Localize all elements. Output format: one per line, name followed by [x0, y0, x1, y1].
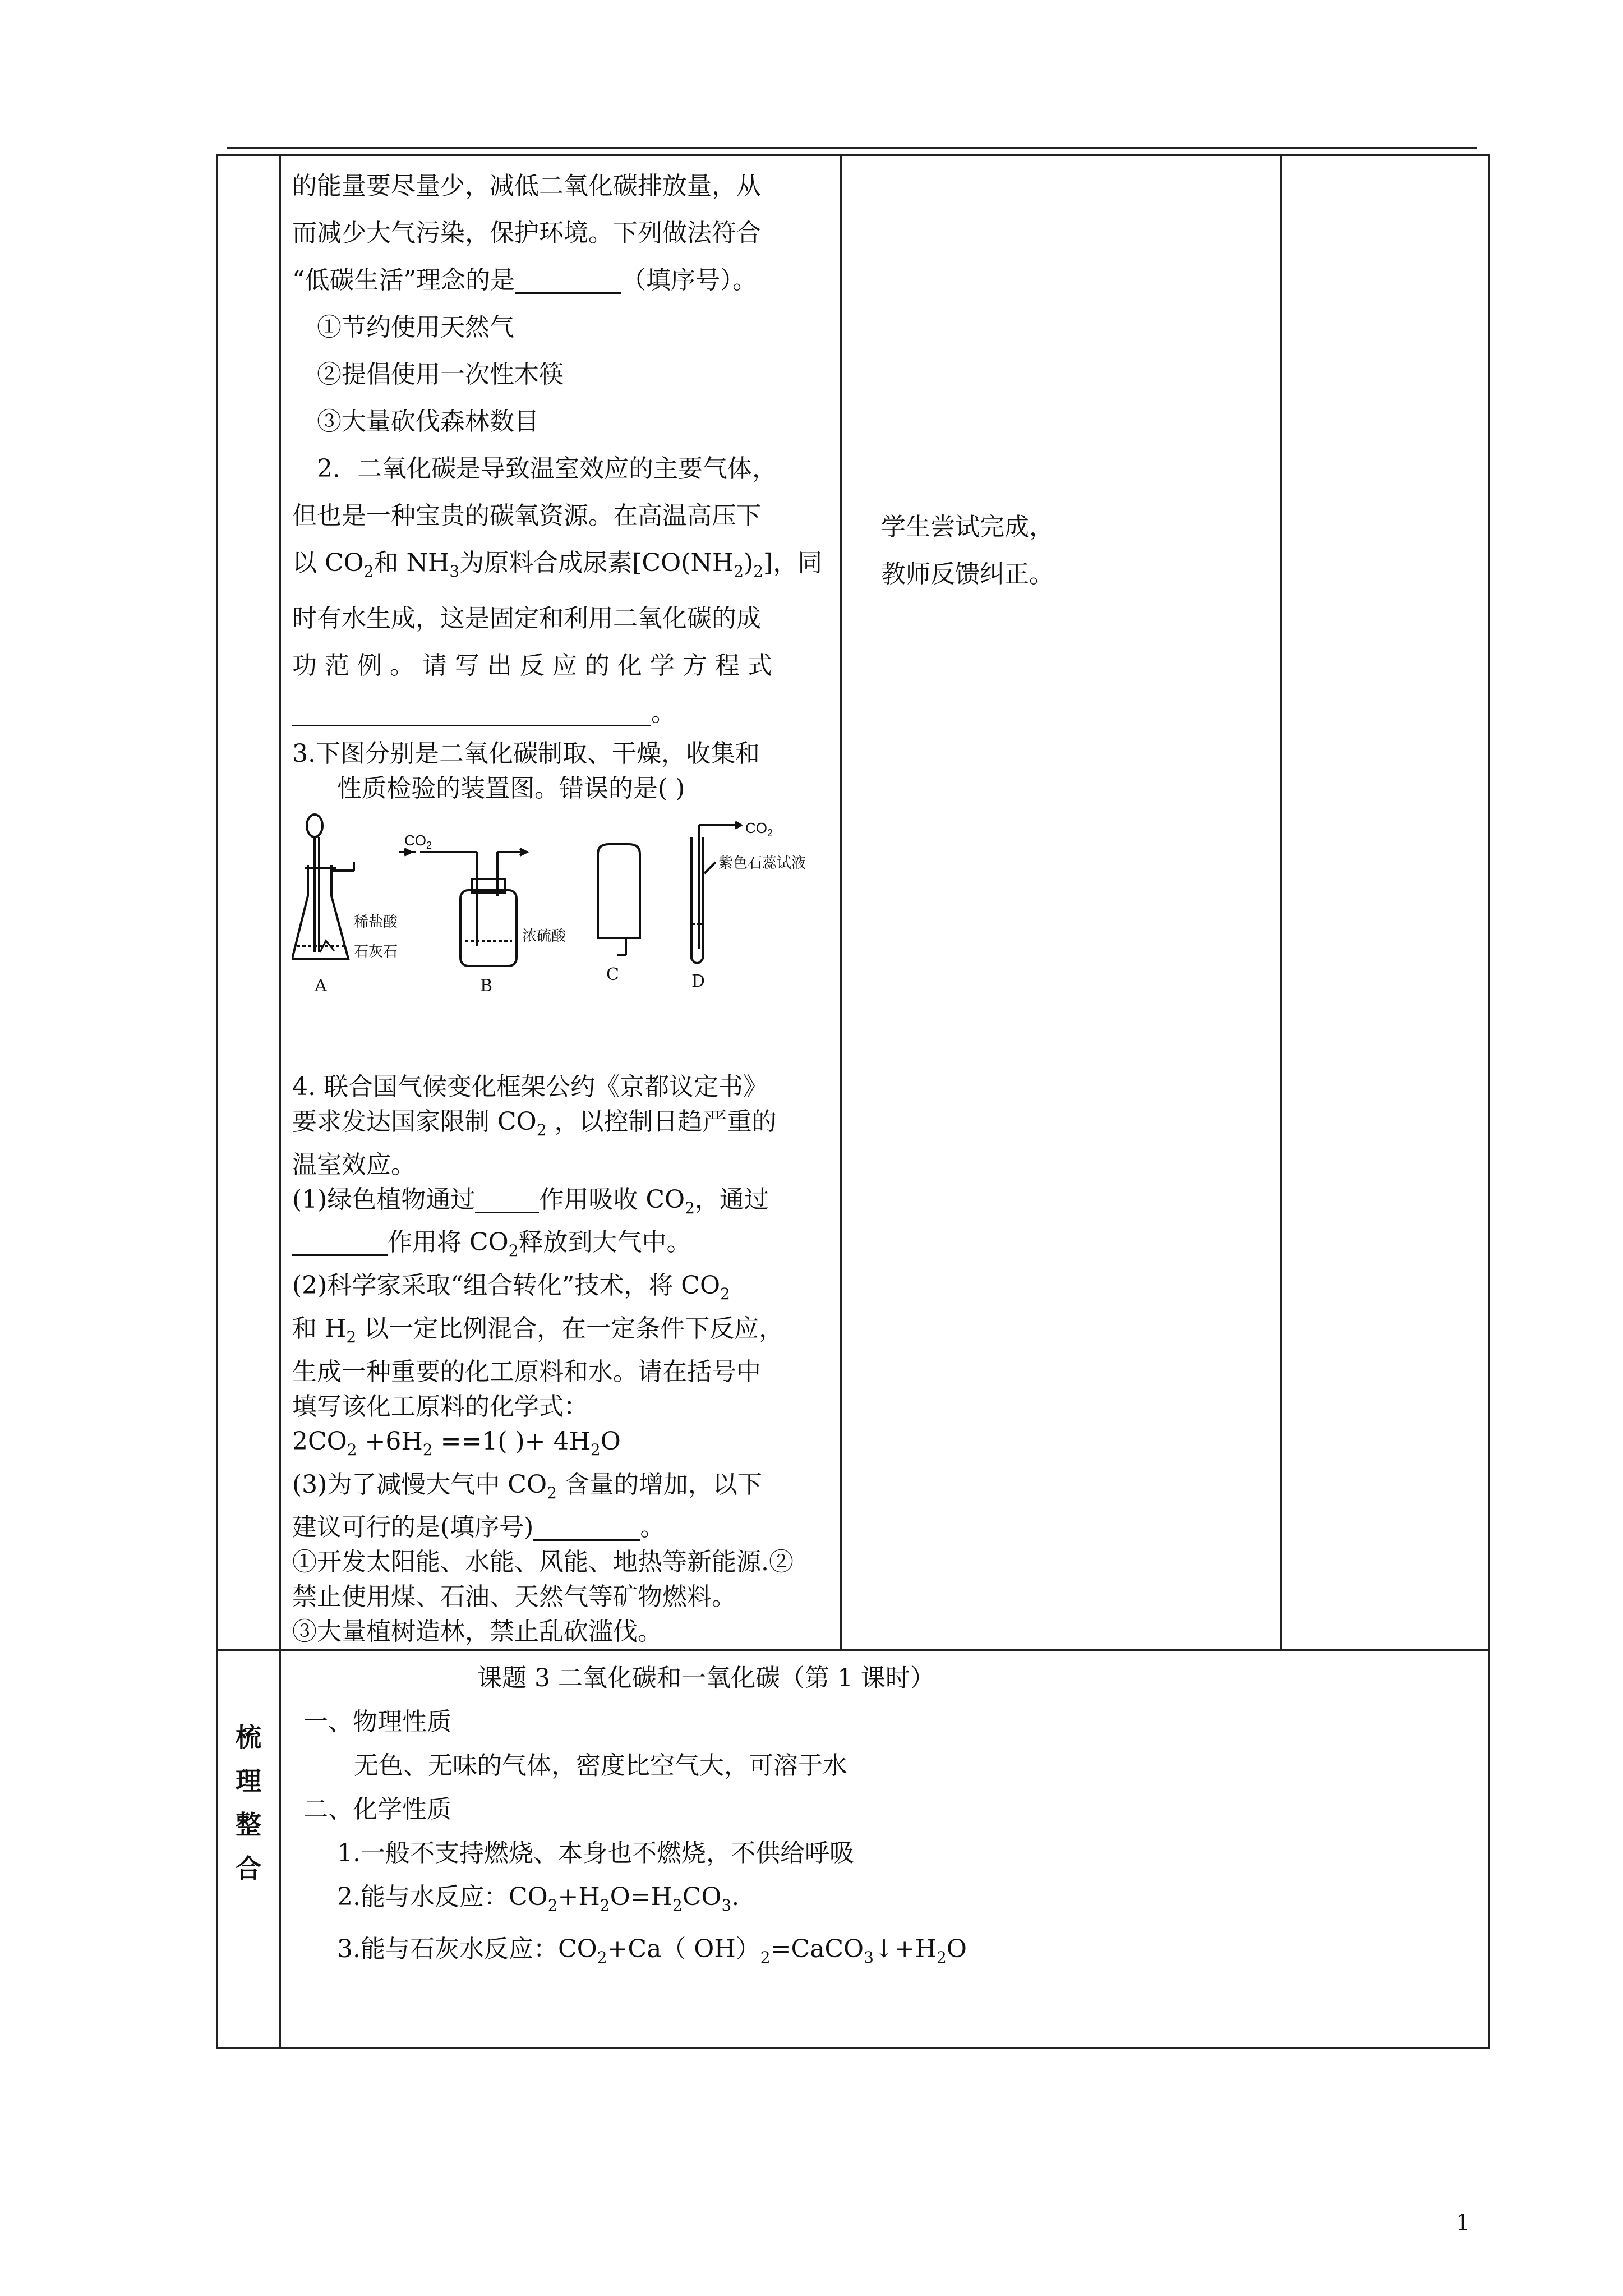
- co2-label-d: $CO_2$: [745, 819, 773, 839]
- summary-item: 2.能与水反应：$CO_2+H_2O=H_2CO_3$.: [337, 1883, 740, 1915]
- equation-blank[interactable]: [292, 700, 651, 726]
- summary-row: [217, 1650, 1490, 2048]
- q2-line: 以 $CO_2$和 $NH_3$为原料合成尿素$[CO(NH_2)_2]$，同: [292, 549, 823, 581]
- q1-option: ②提倡使用一次性木筷: [317, 360, 564, 389]
- summary-section: 一、物理性质: [303, 1708, 451, 1737]
- q1-line: “低碳生活”理念的是 （填序号）。: [292, 266, 757, 295]
- q4-line: 填写该化工原料的化学式：: [292, 1392, 588, 1421]
- q4-line: 作用将 $CO_2$释放到大气中。: [292, 1225, 832, 1268]
- label-conc-h2so4: 浓硫酸: [522, 927, 566, 945]
- q4-line: 建议可行的是(填序号) 。: [292, 1513, 665, 1542]
- q4-line: 禁止使用煤、石油、天然气等矿物燃料。: [292, 1582, 736, 1612]
- q4-line: 生成一种重要的化工原料和水。请在括号中: [292, 1357, 761, 1386]
- page-number: 1: [1456, 2210, 1470, 2236]
- q4-line: ③大量植树造林，禁止乱砍滥伐。: [292, 1617, 662, 1646]
- label-c: C: [606, 964, 619, 984]
- activity-note-line: 教师反馈纠正。: [881, 560, 1054, 588]
- summary-title: 课题 3 二氧化碳和一氧化碳（第 1 课时）: [477, 1664, 935, 1693]
- summary-item: 3.能与石灰水反应：$CO_2+Ca$（ $OH)_2=CaCO_3↓+H_2O$: [337, 1935, 967, 1967]
- summary-item: 1.一般不支持燃烧、本身也不燃烧，不供给呼吸: [337, 1839, 854, 1868]
- q1-option: ③大量砍伐森林数目: [317, 407, 539, 436]
- label-d: D: [691, 971, 706, 991]
- label-dilute-hcl: 稀盐酸: [354, 913, 398, 931]
- q1-line: 的能量要尽量少，减低二氧化碳排放量，从: [292, 172, 761, 200]
- q4-line: (3)为了减慢大气中 $CO_2$ 含量的增加，以下: [292, 1470, 762, 1502]
- q2-line: 。: [292, 689, 832, 737]
- apparatus-b: [399, 849, 528, 966]
- answer-blank[interactable]: [533, 1513, 640, 1541]
- q4-equation: $2CO_2 +6H_2 ==1$( )+ $4H_2O$: [292, 1427, 621, 1459]
- q2-line: 但也是一种宝贵的碳氧资源。在高温高压下: [292, 501, 761, 530]
- q4-line: 温室效应。: [292, 1150, 416, 1179]
- activity-cell: [841, 155, 1281, 1650]
- answer-blank[interactable]: [292, 1228, 388, 1256]
- label-limestone: 石灰石: [354, 943, 398, 960]
- q3-line: 3.下图分别是二氧化碳制取、干燥，收集和: [292, 739, 760, 768]
- q4-line: 和 $H_2$ 以一定比例混合，在一定条件下反应，: [292, 1314, 784, 1346]
- side-label: 梳 理 整 合: [236, 1722, 261, 1884]
- apparatus-d: [691, 822, 741, 963]
- apparatus-diagram: [292, 812, 831, 1002]
- exercise-row: [217, 155, 1490, 1650]
- q3-line: 性质检验的装置图。错误的是( ): [337, 774, 685, 803]
- label-a: A: [315, 976, 327, 996]
- summary-text: 无色、无味的气体，密度比空气大，可溶于水: [354, 1751, 847, 1780]
- q2-line: 功 范 例 。 请 写 出 反 应 的 化 学 方 程 式: [292, 651, 772, 680]
- apparatus-c: [598, 844, 640, 955]
- q1-option: ①节约使用天然气: [317, 313, 514, 342]
- q2-line: 2．二氧化碳是导致温室效应的主要气体，: [317, 454, 777, 483]
- header-rule: [227, 147, 1477, 149]
- answer-blank[interactable]: [475, 1186, 539, 1213]
- q4-line: (2)科学家采取“组合转化”技术，将 $CO_2$: [292, 1271, 730, 1303]
- q2-line: 时有水生成，这是固定和利用二氧化碳的成: [292, 604, 761, 633]
- q1-line: 而减少大气污染，保护环境。下列做法符合: [292, 219, 761, 247]
- q4-line: ①开发太阳能、水能、风能、地热等新能源.②: [292, 1548, 794, 1577]
- summary-cell: [280, 1650, 1490, 2048]
- summary-section: 二、化学性质: [303, 1795, 451, 1824]
- q4-line: 4. 联合国气候变化框架公约《京都议定书》: [292, 1072, 768, 1101]
- answer-blank[interactable]: [515, 266, 621, 294]
- lesson-table: [216, 154, 1490, 2049]
- side-label-cell-empty: [217, 155, 280, 1650]
- label-litmus: 紫色石蕊试液: [718, 854, 806, 872]
- q4-line: (1)绿色植物通过 作用吸收 $CO_2$，通过: [292, 1185, 769, 1217]
- activity-note-line: 学生尝试完成，: [881, 513, 1054, 541]
- q4-line: 要求发达国家限制 $CO_2$ ，以控制日趋严重的: [292, 1107, 777, 1139]
- label-b: B: [480, 976, 493, 996]
- co2-label-b: $CO_2$: [404, 831, 432, 851]
- apparatus-a: [292, 815, 354, 959]
- side-label-cell: [217, 1650, 280, 2048]
- remarks-cell: [1281, 155, 1490, 1650]
- exercise-cell: [280, 155, 841, 1650]
